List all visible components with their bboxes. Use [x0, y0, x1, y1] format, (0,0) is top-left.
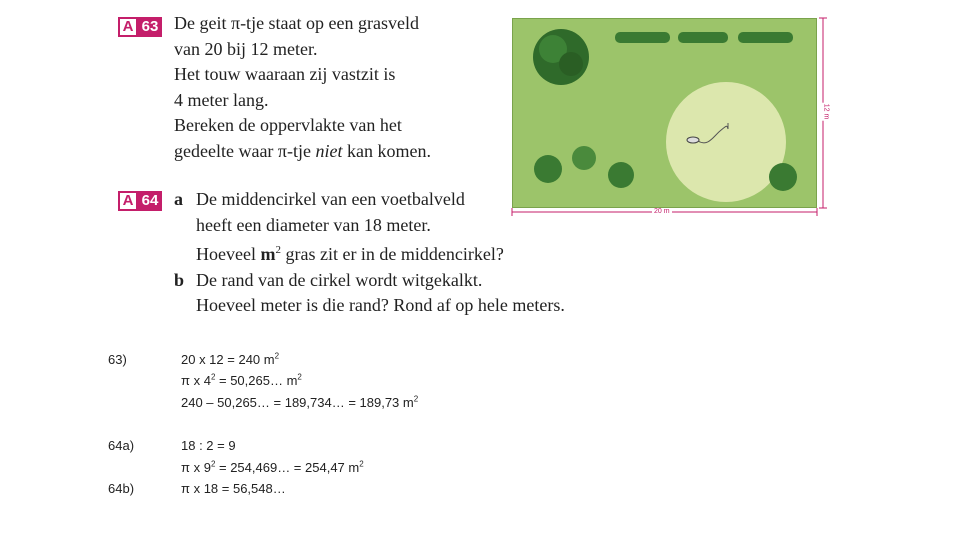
- answer-63-label: 63): [108, 352, 127, 367]
- answer-63-line-2-rest: = 50,265… m: [215, 373, 298, 388]
- task-64-a-q-unit: m: [260, 244, 276, 264]
- answer-64a-line-2: [181, 460, 364, 475]
- answer-63-line-3: [181, 395, 418, 410]
- task-63-line-3: Het touw waaraan zij vastzit is: [174, 64, 396, 84]
- answer-63-line-2: [181, 373, 302, 388]
- task-63-line-4: 4 meter lang.: [174, 89, 269, 110]
- task-63-badge-letter: A: [118, 17, 138, 37]
- answer-64a-line-2-exp-2: 2: [359, 459, 364, 469]
- task-63-line-6-prefix: gedeelte waar π-tje: [174, 140, 316, 161]
- answer-64a-line-1: 18 : 2 = 9: [181, 438, 236, 453]
- answer-63-line-2-exp-1: 2: [210, 372, 216, 382]
- answer-64a-line-2-rest: = 254,469… = 254,47 m: [215, 460, 360, 475]
- task-64-b-line-2: Hoeveel meter is die rand? Rond af op hele meters.: [196, 295, 565, 315]
- task-64-b-label: b: [174, 269, 185, 290]
- answer-64a-line-2-text: π x 9: [181, 460, 211, 475]
- task-63-line-2: van 20 bij 12 meter.: [174, 38, 318, 59]
- answer-63-line-1-text: 20 x 12 = 240 m: [181, 352, 275, 367]
- answer-63-line-2-exp-2: 2: [297, 372, 302, 382]
- task-64-a-q-prefix: Hoeveel: [196, 244, 261, 264]
- answer-64a-line-2-exp-1: 2: [210, 459, 216, 469]
- task-63-badge-number: 63: [138, 17, 162, 37]
- task-64-a-line-2: heeft een diameter van 18 meter.: [196, 214, 431, 235]
- width-dimension-label: 20 m: [654, 208, 670, 215]
- answer-64b-label: 64b): [108, 481, 135, 496]
- task-64-a-q-exponent: 2: [275, 244, 281, 256]
- answer-63-line-1-exp: 2: [274, 351, 280, 361]
- task-64-a-text-1: De middencirkel van een voetbalveld: [196, 189, 465, 209]
- answer-63-line-3-text: 240 – 50,265… = 189,734… = 189,73 m: [181, 395, 414, 410]
- task-63-emphasis: niet: [315, 140, 343, 161]
- height-dimension-label: 12 m: [822, 103, 830, 120]
- task-63-line-1: De geit π-tje staat op een grasveld: [174, 13, 419, 33]
- answer-64a-label: 64a): [108, 438, 135, 453]
- answer-63-line-3-exp: 2: [413, 394, 419, 404]
- answer-63-line-1: [181, 352, 279, 367]
- task-64-badge-number: 64: [138, 191, 162, 211]
- answer-63-line-2-text: π x 4: [181, 373, 211, 388]
- task-64-b-text-1: De rand van de cirkel wordt witgekalkt.: [196, 269, 483, 290]
- task-63-line-6-suffix: kan komen.: [342, 140, 431, 161]
- task-64-a-label: a: [174, 189, 183, 209]
- answer-64b-line-1: π x 18 = 56,548…: [181, 481, 286, 496]
- task-64-badge-letter: A: [118, 191, 138, 211]
- task-64-a-q-suffix: gras zit er in de middencirkel?: [280, 244, 504, 264]
- task-63-line-5: Bereken de oppervlakte van het: [174, 115, 402, 135]
